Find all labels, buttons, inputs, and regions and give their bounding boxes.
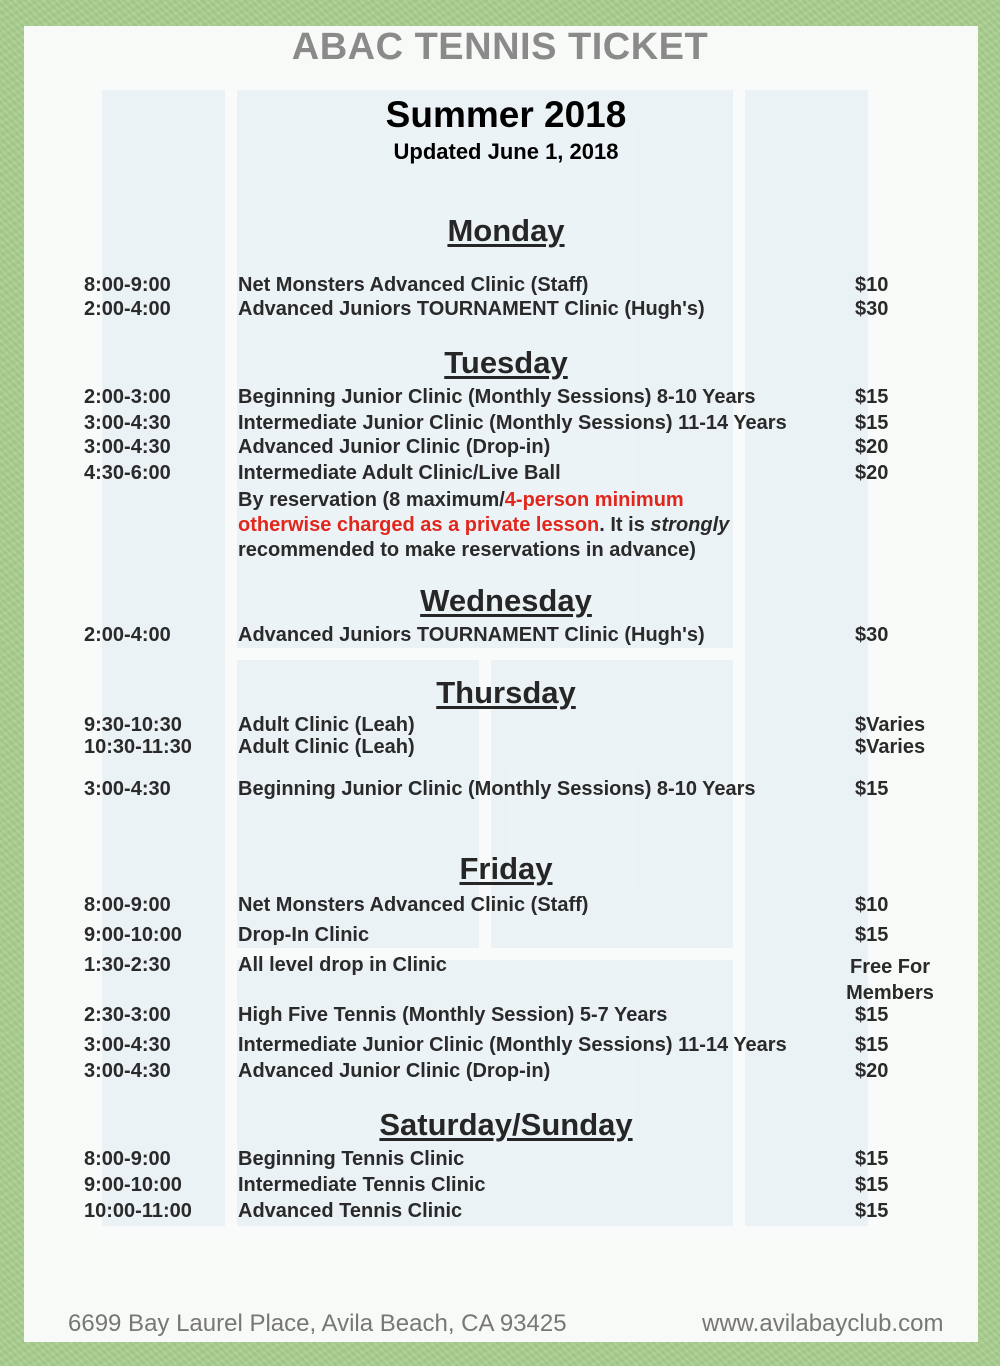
schedule-row [0, 1174, 1000, 1200]
clinic-name: Intermediate Junior Clinic (Monthly Sessions) 11-14 Years [238, 412, 787, 434]
time: 2:30-3:00 [84, 1004, 171, 1026]
day-heading-wednesday: Wednesday [420, 583, 592, 618]
note-text: recommended to make reservations in advance) [238, 539, 696, 561]
price [840, 954, 940, 1006]
ticket-title: ABAC TENNIS TICKET [291, 26, 709, 68]
price: $15 [855, 1004, 889, 1026]
time: 10:30-11:30 [84, 736, 192, 758]
clinic-name: Net Monsters Advanced Clinic (Staff) [238, 894, 589, 916]
time: 8:00-9:00 [84, 894, 171, 916]
schedule-row [0, 462, 1000, 488]
schedule-row [0, 924, 1000, 950]
updated-date: Updated June 1, 2018 [393, 139, 619, 164]
schedule-row [0, 1034, 1000, 1060]
price: $20 [855, 436, 889, 458]
schedule-row [0, 1060, 1000, 1086]
price: $Varies [855, 714, 926, 736]
price: $15 [855, 1148, 889, 1170]
time: 9:00-10:00 [84, 1174, 182, 1196]
clinic-name: Adult Clinic (Leah) [238, 714, 415, 736]
price: $Varies [855, 736, 926, 758]
note-text: By reservation (8 maximum/ [238, 489, 505, 511]
day-heading-tuesday: Tuesday [444, 345, 568, 380]
footer-address: 6699 Bay Laurel Place, Avila Beach, CA 93425 [68, 1310, 567, 1337]
time: 3:00-4:30 [84, 778, 171, 800]
time: 3:00-4:30 [84, 1034, 171, 1056]
price-line: Free For [849, 956, 931, 978]
price: $30 [855, 298, 889, 320]
time: 9:30-10:30 [84, 714, 182, 736]
clinic-name: Advanced Juniors TOURNAMENT Clinic (Hugh's) [238, 624, 705, 646]
schedule-row [0, 274, 1000, 300]
schedule-row [0, 1148, 1000, 1174]
schedule-row [0, 298, 1000, 324]
price: $10 [855, 274, 889, 296]
note-minimum: 4-person minimum [504, 489, 684, 511]
day-heading-monday: Monday [447, 213, 565, 248]
clinic-name: Intermediate Junior Clinic (Monthly Sessions) 11-14 Years [238, 1034, 787, 1056]
day-heading-friday: Friday [459, 851, 553, 886]
footer-website[interactable]: www.avilabayclub.com [702, 1310, 944, 1337]
price: $15 [855, 1200, 889, 1222]
note-emphasis: strongly [650, 514, 730, 536]
price: $15 [855, 386, 889, 408]
price: $15 [855, 412, 889, 434]
schedule-row [0, 1004, 1000, 1030]
time: 2:00-4:00 [84, 624, 171, 646]
clinic-name: Beginning Tennis Clinic [238, 1148, 465, 1170]
schedule-row [0, 778, 1000, 804]
clinic-name: Drop-In Clinic [238, 924, 370, 946]
note-private-lesson: otherwise charged as a private lesson [238, 514, 600, 536]
schedule-row [0, 624, 1000, 650]
time: 2:00-3:00 [84, 386, 171, 408]
time: 8:00-9:00 [84, 1148, 171, 1170]
day-heading-thursday: Thursday [436, 675, 576, 710]
schedule-row [0, 436, 1000, 462]
schedule-row [0, 954, 1000, 1006]
time: 3:00-4:30 [84, 412, 171, 434]
clinic-name: Beginning Junior Clinic (Monthly Sessions) 8-10 Years [238, 778, 756, 800]
schedule-row [0, 736, 1000, 762]
clinic-name: Beginning Junior Clinic (Monthly Sessions) 8-10 Years [238, 386, 756, 408]
clinic-name: All level drop in Clinic [238, 954, 447, 976]
day-heading-weekend: Saturday/Sunday [379, 1107, 633, 1142]
price: $15 [855, 924, 889, 946]
clinic-name: Adult Clinic (Leah) [238, 736, 415, 758]
price: $15 [855, 1174, 889, 1196]
reservation-note [238, 488, 729, 563]
time: 8:00-9:00 [84, 274, 171, 296]
time: 1:30-2:30 [84, 954, 171, 976]
clinic-name: Advanced Tennis Clinic [238, 1200, 463, 1222]
clinic-name: Advanced Junior Clinic (Drop-in) [238, 1060, 551, 1082]
clinic-name: Net Monsters Advanced Clinic (Staff) [238, 274, 589, 296]
clinic-name: High Five Tennis (Monthly Session) 5-7 Years [238, 1004, 668, 1026]
schedule-row [0, 1200, 1000, 1226]
clinic-name: Advanced Junior Clinic (Drop-in) [238, 436, 551, 458]
note-text: . It is [599, 514, 651, 536]
time: 10:00-11:00 [84, 1200, 192, 1222]
clinic-name: Intermediate Adult Clinic/Live Ball [238, 462, 561, 484]
price: $20 [855, 1060, 889, 1082]
clinic-name: Advanced Juniors TOURNAMENT Clinic (Hugh's) [238, 298, 705, 320]
time: 2:00-4:00 [84, 298, 171, 320]
time: 3:00-4:30 [84, 436, 171, 458]
schedule-row [0, 894, 1000, 920]
clinic-name: Intermediate Tennis Clinic [238, 1174, 486, 1196]
time: 9:00-10:00 [84, 924, 182, 946]
price: $15 [855, 778, 889, 800]
time: 4:30-6:00 [84, 462, 171, 484]
time: 3:00-4:30 [84, 1060, 171, 1082]
schedule-row [0, 412, 1000, 438]
schedule-row [0, 386, 1000, 412]
price: $15 [855, 1034, 889, 1056]
price-line: Members [846, 982, 934, 1004]
price: $10 [855, 894, 889, 916]
price: $30 [855, 624, 889, 646]
season-heading: Summer 2018 [385, 94, 627, 135]
price: $20 [855, 462, 889, 484]
